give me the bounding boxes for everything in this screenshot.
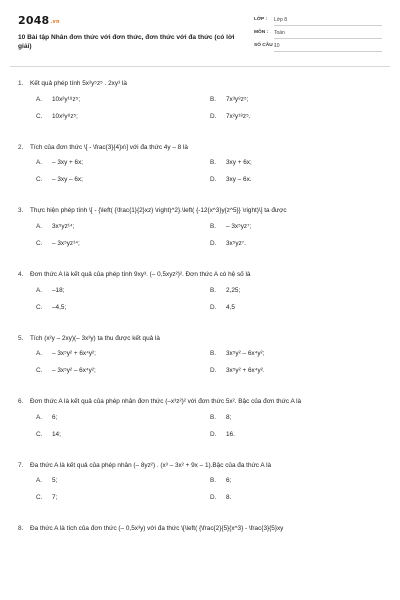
answer-option[interactable] [36, 159, 210, 167]
answer-option[interactable] [36, 304, 210, 312]
option-letter: B. [210, 413, 217, 421]
answer-option[interactable] [210, 367, 384, 375]
subject-label: MÔN : [254, 30, 269, 35]
option-letter: D. [210, 239, 217, 247]
option-text: 3xy + 6x; [226, 159, 252, 167]
answer-option[interactable] [36, 113, 210, 121]
option-text: – 3x⁵yz⁷; [226, 222, 252, 230]
question-number: 2. [18, 143, 24, 151]
answer-option[interactable] [210, 240, 384, 248]
option-letter: A. [36, 286, 43, 294]
logo-suffix: .vn [50, 19, 60, 25]
question-item [18, 335, 388, 385]
option-letter: D. [210, 494, 217, 502]
answer-option[interactable] [210, 494, 384, 502]
logo-text: 2048 [18, 14, 50, 27]
option-letter: D. [210, 176, 217, 184]
meta-row-class [254, 15, 382, 28]
answer-option[interactable] [36, 287, 210, 295]
option-text: 3x⁵yz⁷. [226, 239, 246, 247]
option-letter: D. [210, 367, 217, 375]
question-text: Đa thức A là tích của đơn thức (– 0,5x³y) với đa thức \[\left( {\frac{2}{5}{x^3} - \frac{3}{5}xy [30, 525, 284, 533]
answer-options [18, 159, 388, 193]
class-label: LỚP : [254, 17, 268, 22]
answer-option[interactable] [36, 96, 210, 104]
option-text: 6; [52, 413, 58, 421]
question-number: 3. [18, 207, 24, 215]
option-letter: B. [210, 286, 217, 294]
option-text: 14; [52, 430, 61, 438]
answer-option[interactable] [36, 176, 210, 184]
option-text: 3x⁵y² + 6x⁴y². [226, 367, 265, 375]
option-letter: A. [36, 477, 43, 485]
question-item [18, 207, 388, 257]
option-letter: A. [36, 159, 43, 167]
question-text: Thực hiện phép tính \[ - {\left( {\frac{1}{2}xz} \right)^2}.\left( {-12{x^3}y{z^5}} \right)\] ta được [30, 207, 287, 215]
option-letter: C. [36, 112, 43, 120]
question-number: 7. [18, 461, 24, 469]
option-text: 10x³y⁸z⁵; [52, 112, 78, 120]
answer-option[interactable] [210, 176, 384, 184]
question-count-label: SỐ CÂU : [254, 43, 276, 48]
question-item [18, 144, 388, 194]
option-letter: D. [210, 430, 217, 438]
answer-option[interactable] [210, 350, 384, 358]
option-letter: B. [210, 159, 217, 167]
question-header [18, 398, 388, 407]
question-header [18, 271, 388, 280]
option-letter: C. [36, 494, 43, 502]
option-text: 16. [226, 430, 235, 438]
option-letter: B. [210, 350, 217, 358]
answer-options [18, 287, 388, 321]
option-text: 6; [226, 477, 232, 485]
question-item [18, 80, 388, 130]
question-header [18, 207, 388, 216]
question-item [18, 525, 388, 534]
answer-options [18, 414, 388, 448]
question-text: Kết quả phép tính 5x²y⁵z⁵ . 2xy³ là [30, 80, 127, 87]
option-text: 5; [52, 477, 58, 485]
meta-row-subject [254, 28, 382, 41]
option-text: – 3xy – 6x; [52, 176, 83, 184]
option-text: – 3xy + 6x; [52, 159, 84, 167]
document-header [18, 14, 382, 60]
option-text: – 3x⁵y² – 6x⁴y²; [52, 367, 96, 375]
option-text: – 3x⁵y² + 6x⁴y²; [52, 350, 96, 358]
option-letter: A. [36, 95, 43, 103]
answer-option[interactable] [210, 159, 384, 167]
option-text: 4,5 [226, 303, 235, 311]
question-count-value: 10 [274, 43, 382, 52]
subject-value: Toán [274, 30, 382, 39]
question-item [18, 271, 388, 321]
question-text: Đa thức A là kết quả của phép nhân (– 8yz²) . (x³ – 3x² + 9x – 1).Bậc của đa thức A là [30, 461, 272, 469]
meta-row-count [254, 41, 382, 54]
answer-option[interactable] [36, 223, 210, 231]
answer-options [18, 96, 388, 130]
question-header [18, 335, 388, 344]
question-list [18, 80, 388, 541]
answer-option[interactable] [210, 431, 384, 439]
question-text: Tích của đơn thức \[ - \frac{3}{4}x\] với đa thức 4y – 8 là [30, 143, 188, 151]
option-text: 7x²y¹⁸z⁵. [226, 112, 251, 120]
answer-option[interactable] [36, 240, 210, 248]
option-text: 7; [52, 494, 58, 502]
option-letter: B. [210, 222, 217, 230]
option-letter: C. [36, 239, 43, 247]
class-value: Lớp 8 [274, 17, 382, 26]
option-letter: A. [36, 222, 43, 230]
option-letter: C. [36, 176, 43, 184]
question-number: 1. [18, 80, 24, 87]
option-text: 3x⁵y² – 6x⁴y²; [226, 350, 265, 358]
question-header [18, 80, 388, 89]
option-text: 10x²y¹⁸z⁵; [52, 95, 81, 103]
answer-option[interactable] [210, 96, 384, 104]
answer-option[interactable] [210, 477, 384, 485]
answer-options [18, 223, 388, 257]
question-header [18, 525, 388, 534]
option-letter: D. [210, 303, 217, 311]
answer-option[interactable] [210, 223, 384, 231]
question-header [18, 144, 388, 153]
answer-options [18, 350, 388, 384]
answer-option[interactable] [210, 287, 384, 295]
question-text: Tích (x²y – 2xy)(– 3x³y) ta thu được kết quả là [30, 334, 160, 342]
answer-option[interactable] [36, 477, 210, 485]
site-logo[interactable] [18, 14, 60, 28]
option-letter: A. [36, 413, 43, 421]
question-number: 8. [18, 525, 24, 533]
answer-option[interactable] [36, 414, 210, 422]
document-title: 10 Bài tập Nhân đơn thức với đơn thức, đơn thức với đa thức (có lời giải) [18, 34, 235, 50]
question-number: 5. [18, 334, 24, 342]
option-text: – 3x⁵yz¹⁴; [52, 239, 80, 247]
question-header [18, 462, 388, 471]
answer-option[interactable] [210, 414, 384, 422]
answer-options [18, 477, 388, 511]
answer-option[interactable] [36, 494, 210, 502]
option-letter: C. [36, 430, 43, 438]
question-item [18, 462, 388, 512]
question-item [18, 398, 388, 448]
answer-option[interactable] [36, 350, 210, 358]
option-letter: D. [210, 112, 217, 120]
answer-option[interactable] [210, 304, 384, 312]
option-letter: B. [210, 95, 217, 103]
option-letter: C. [36, 367, 43, 375]
answer-option[interactable] [210, 113, 384, 121]
option-text: 7x³y⁸z⁵; [226, 95, 249, 103]
question-text: Đơn thức A là kết quả của phép tính 9xy³. (– 0,5xyz²)². Đơn thức A có hệ số là [30, 270, 251, 278]
answer-option[interactable] [36, 367, 210, 375]
option-text: 3x⁵yz¹⁴; [52, 222, 75, 230]
meta-info [254, 15, 382, 54]
question-number: 6. [18, 398, 24, 406]
answer-option[interactable] [36, 431, 210, 439]
option-text: 3xy – 6x. [226, 176, 252, 184]
option-letter: C. [36, 303, 43, 311]
option-text: –4,5; [52, 303, 67, 311]
option-text: 8; [226, 413, 232, 421]
option-letter: B. [210, 477, 217, 485]
header-divider [10, 66, 390, 67]
option-text: –18; [52, 286, 65, 294]
question-text: Đơn thức A là kết quả của phép nhân đơn thức (–x³z²)² với đơn thức 5x². Bậc của đơn thức A là [30, 398, 302, 406]
question-number: 4. [18, 270, 24, 278]
option-letter: A. [36, 350, 43, 358]
option-text: 8. [226, 494, 232, 502]
option-text: 2,25; [226, 286, 241, 294]
